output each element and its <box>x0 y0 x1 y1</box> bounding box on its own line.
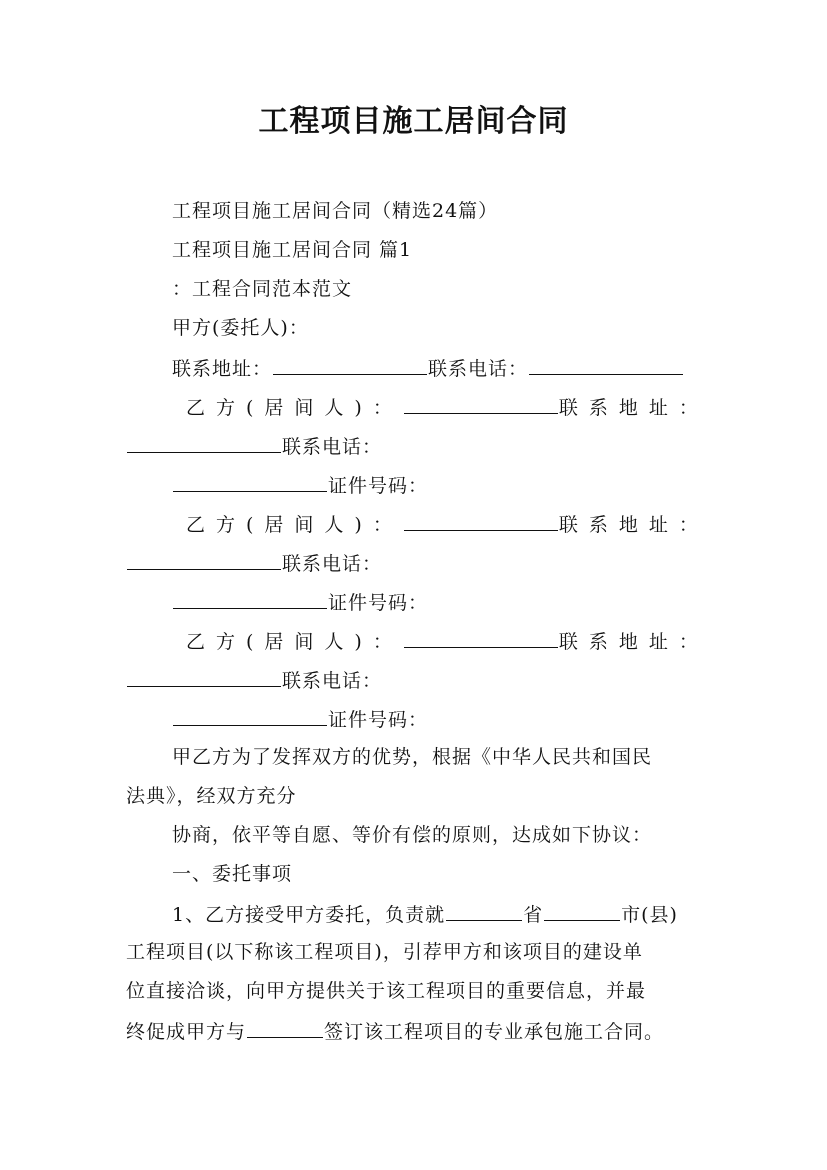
clause-1-line-4-a: 终促成甲方与 <box>126 1021 247 1043</box>
party-b-id-line-2 <box>0 586 827 616</box>
party-b-label: 乙方(居间人)： <box>186 397 403 419</box>
party-b-address-label: 联系地址： <box>558 631 709 653</box>
party-b-phone-label: 联系电话： <box>282 436 383 458</box>
clause-1-text-c: 市(县) <box>621 904 678 926</box>
party-a-address-label: 联系地址： <box>172 358 273 380</box>
party-b-line-3 <box>0 625 827 655</box>
party-b-name-blank <box>404 391 558 414</box>
party-b-label: 乙方(居间人)： <box>186 631 403 653</box>
party-b-id-line-1 <box>0 469 827 499</box>
purpose-paragraph-line-3: 协商，依平等自愿、等价有偿的原则，达成如下协议： <box>172 824 653 846</box>
clause-1-text-b: 省 <box>523 904 544 926</box>
city-blank <box>544 898 620 921</box>
contractor-blank <box>247 1015 323 1038</box>
party-a-contact-line <box>0 352 827 382</box>
party-b-address-label: 联系地址： <box>558 397 709 419</box>
party-b-address-label: 联系地址： <box>558 514 709 536</box>
purpose-paragraph-line-2: 法典》，经双方充分 <box>126 785 297 807</box>
party-b-address-blank <box>127 430 281 453</box>
id-number-label: 证件号码： <box>328 592 429 614</box>
party-b-phone-label: 联系电话： <box>282 670 383 692</box>
purpose-paragraph-line-1: 甲乙方为了发挥双方的优势，根据《中华人民共和国民 <box>172 746 653 768</box>
id-number-label: 证件号码： <box>328 709 429 731</box>
party-a-address-blank <box>273 352 427 375</box>
party-b-phone-label: 联系电话： <box>282 553 383 575</box>
party-b-label: 乙方(居间人)： <box>186 514 403 536</box>
document-title: 工程项目施工居间合同 <box>258 104 569 139</box>
party-b-phone-line-3 <box>0 664 827 694</box>
party-b-id-line-3 <box>0 703 827 733</box>
clause-1-line-3: 位直接洽谈，向甲方提供关于该工程项目的重要信息，并最 <box>126 980 647 1002</box>
party-b-address-blank <box>127 547 281 570</box>
party-a-phone-blank <box>529 352 683 375</box>
party-b-phone-line-2 <box>0 547 827 577</box>
party-b-phone-line-1 <box>0 430 827 460</box>
document-subtitle: 工程项目施工居间合同（精选24篇） <box>172 200 499 222</box>
party-b-line-2 <box>0 508 827 538</box>
party-b-name-blank <box>404 625 558 648</box>
party-b-phone-blank <box>173 469 327 492</box>
clause-1-text-a: 1、乙方接受甲方委托，负责就 <box>172 904 446 926</box>
clause-1-line-4-b: 签订该工程项目的专业承包施工合同。 <box>324 1021 665 1043</box>
clause-1-line-4 <box>0 1015 827 1045</box>
party-a-label: 甲方(委托人)： <box>172 317 309 339</box>
section-heading-entrusted-matters: 一、委托事项 <box>172 863 293 885</box>
party-a-phone-label: 联系电话： <box>428 358 529 380</box>
id-number-label: 证件号码： <box>328 475 429 497</box>
province-blank <box>446 898 522 921</box>
clause-1-line-1 <box>0 898 827 928</box>
party-b-phone-blank <box>173 586 327 609</box>
template-note: ：工程合同范本范文 <box>172 278 353 300</box>
chapter-heading: 工程项目施工居间合同 篇1 <box>172 239 413 261</box>
clause-1-line-2: 工程项目(以下称该工程项目)，引荐甲方和该项目的建设单 <box>126 941 643 963</box>
party-b-line-1 <box>0 391 827 421</box>
party-b-name-blank <box>404 508 558 531</box>
party-b-address-blank <box>127 664 281 687</box>
party-b-phone-blank <box>173 703 327 726</box>
